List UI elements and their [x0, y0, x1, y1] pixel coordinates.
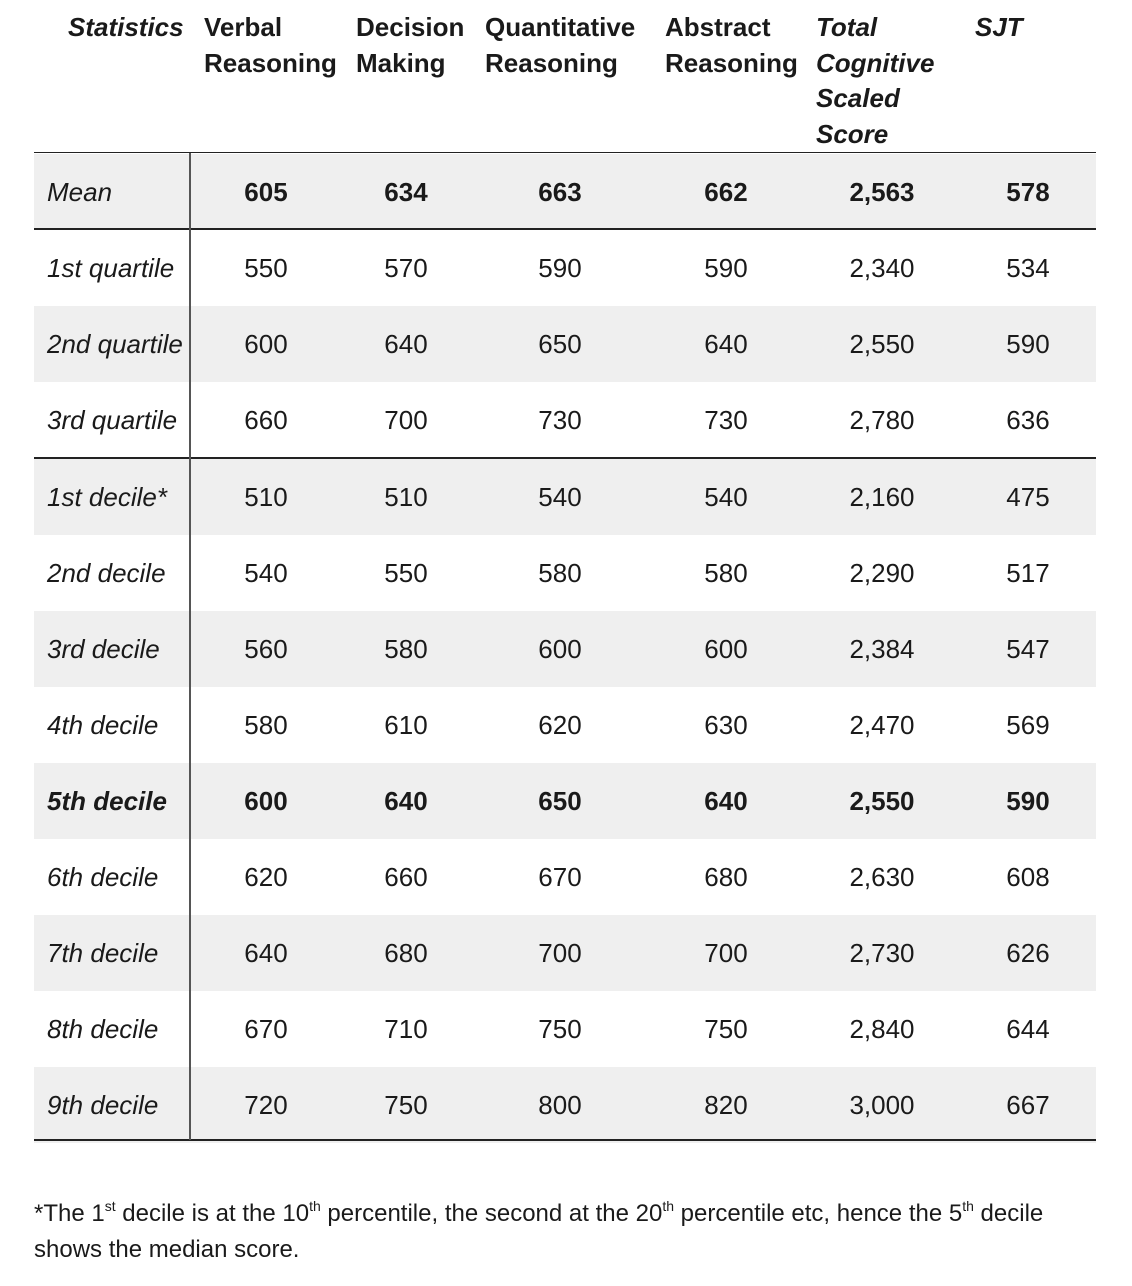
cell-quant: 540 [538, 481, 582, 512]
cell-sjt: 608 [1006, 861, 1050, 892]
cell-quant: 650 [538, 328, 582, 359]
row-label: 5th decile [47, 786, 167, 816]
quartile-rule [34, 457, 1096, 459]
cell-decision: 610 [384, 709, 428, 740]
cell-total: 2,160 [849, 481, 915, 512]
table-bottom-rule [34, 1139, 1096, 1141]
cell-abstract: 680 [704, 861, 748, 892]
mean-rule [34, 228, 1096, 230]
cell-abstract: 640 [704, 785, 748, 816]
cell-verbal: 660 [244, 404, 288, 435]
footnote: *The 1st decile is at the 10th percentile, the second at the 20th percentile etc, hence the 5th decile shows the median score. [34, 1198, 1044, 1263]
cell-quant: 590 [538, 252, 582, 283]
cell-abstract: 580 [704, 557, 748, 588]
cell-total: 2,470 [849, 709, 915, 740]
cell-quant: 670 [538, 861, 582, 892]
cell-decision: 700 [384, 404, 428, 435]
cell-sjt: 578 [1006, 176, 1050, 207]
cell-quant: 750 [538, 1013, 582, 1044]
cell-sjt: 590 [1006, 785, 1050, 816]
header-statistics: Statistics [68, 12, 184, 42]
cell-verbal: 670 [244, 1013, 288, 1044]
cell-quant: 800 [538, 1089, 582, 1120]
cell-decision: 680 [384, 937, 428, 968]
table-row [34, 687, 1096, 763]
cell-total: 2,840 [849, 1013, 915, 1044]
cell-abstract: 590 [704, 252, 748, 283]
cell-decision: 710 [384, 1013, 428, 1044]
label-column-divider [189, 153, 191, 1140]
cell-abstract: 640 [704, 328, 748, 359]
table-row [34, 839, 1096, 915]
cell-verbal: 540 [244, 557, 288, 588]
cell-abstract: 700 [704, 937, 748, 968]
cell-verbal: 605 [244, 176, 288, 207]
header-rule [34, 152, 1096, 153]
cell-verbal: 640 [244, 937, 288, 968]
table-row [34, 382, 1096, 458]
row-label: 3rd decile [47, 634, 160, 664]
cell-verbal: 620 [244, 861, 288, 892]
table-row [34, 915, 1096, 991]
cell-decision: 510 [384, 481, 428, 512]
cell-abstract: 662 [704, 176, 748, 207]
cell-sjt: 667 [1006, 1089, 1050, 1120]
cell-decision: 640 [384, 785, 428, 816]
cell-sjt: 636 [1006, 404, 1050, 435]
cell-verbal: 550 [244, 252, 288, 283]
cell-decision: 580 [384, 633, 428, 664]
cell-sjt: 626 [1006, 937, 1050, 968]
cell-quant: 663 [538, 176, 582, 207]
cell-quant: 650 [538, 785, 582, 816]
cell-quant: 580 [538, 557, 582, 588]
table-row [34, 154, 1096, 230]
cell-quant: 600 [538, 633, 582, 664]
cell-sjt: 569 [1006, 709, 1050, 740]
row-label: 3rd quartile [47, 405, 178, 435]
cell-abstract: 540 [704, 481, 748, 512]
cell-verbal: 600 [244, 328, 288, 359]
cell-verbal: 580 [244, 709, 288, 740]
cell-total: 2,384 [849, 633, 915, 664]
cell-quant: 730 [538, 404, 582, 435]
row-label: 2nd quartile [47, 329, 183, 359]
header-sjt: SJT [975, 12, 1023, 42]
header-abstract-reasoning: Abstract Reasoning [665, 12, 798, 78]
header-quantitative-reasoning: Quantitative Reasoning [485, 12, 636, 78]
row-label: 2nd decile [47, 558, 166, 588]
cell-abstract: 820 [704, 1089, 748, 1120]
row-label: 8th decile [47, 1014, 159, 1044]
table-row [34, 991, 1096, 1067]
header-total-cognitive-scaled-score: Total Cognitive Scaled Score [816, 12, 935, 149]
row-label: 1st quartile [47, 253, 175, 283]
cell-decision: 634 [384, 176, 428, 207]
header-verbal-reasoning: Verbal Reasoning [204, 12, 337, 78]
cell-total: 2,730 [849, 937, 915, 968]
cell-decision: 570 [384, 252, 428, 283]
cell-total: 2,780 [849, 404, 915, 435]
row-label: Mean [47, 177, 113, 207]
table-row [34, 535, 1096, 611]
row-label: 6th decile [47, 862, 159, 892]
cell-quant: 620 [538, 709, 582, 740]
cell-verbal: 600 [244, 785, 288, 816]
table-row [34, 306, 1096, 382]
cell-sjt: 547 [1006, 633, 1050, 664]
cell-sjt: 517 [1006, 557, 1050, 588]
cell-quant: 700 [538, 937, 582, 968]
cell-decision: 750 [384, 1089, 428, 1120]
row-label: 1st decile* [47, 482, 167, 512]
cell-verbal: 510 [244, 481, 288, 512]
table-row [34, 1067, 1096, 1143]
table-row [34, 763, 1096, 839]
cell-total: 2,340 [849, 252, 915, 283]
cell-verbal: 720 [244, 1089, 288, 1120]
cell-total: 3,000 [849, 1089, 915, 1120]
cell-total: 2,550 [849, 328, 915, 359]
cell-total: 2,290 [849, 557, 915, 588]
header-decision-making: Decision Making [356, 12, 465, 78]
cell-sjt: 475 [1006, 481, 1050, 512]
table-row [34, 611, 1096, 687]
cell-sjt: 590 [1006, 328, 1050, 359]
cell-abstract: 730 [704, 404, 748, 435]
table-row [34, 459, 1096, 535]
row-label: 4th decile [47, 710, 159, 740]
cell-decision: 550 [384, 557, 428, 588]
row-label: 7th decile [47, 938, 159, 968]
cell-sjt: 534 [1006, 252, 1050, 283]
cell-abstract: 750 [704, 1013, 748, 1044]
cell-sjt: 644 [1006, 1013, 1050, 1044]
cell-abstract: 600 [704, 633, 748, 664]
row-label: 9th decile [47, 1090, 159, 1120]
cell-abstract: 630 [704, 709, 748, 740]
cell-verbal: 560 [244, 633, 288, 664]
cell-total: 2,550 [849, 785, 915, 816]
cell-decision: 640 [384, 328, 428, 359]
cell-total: 2,630 [849, 861, 915, 892]
table-row [34, 230, 1096, 306]
cell-decision: 660 [384, 861, 428, 892]
cell-total: 2,563 [849, 176, 915, 207]
